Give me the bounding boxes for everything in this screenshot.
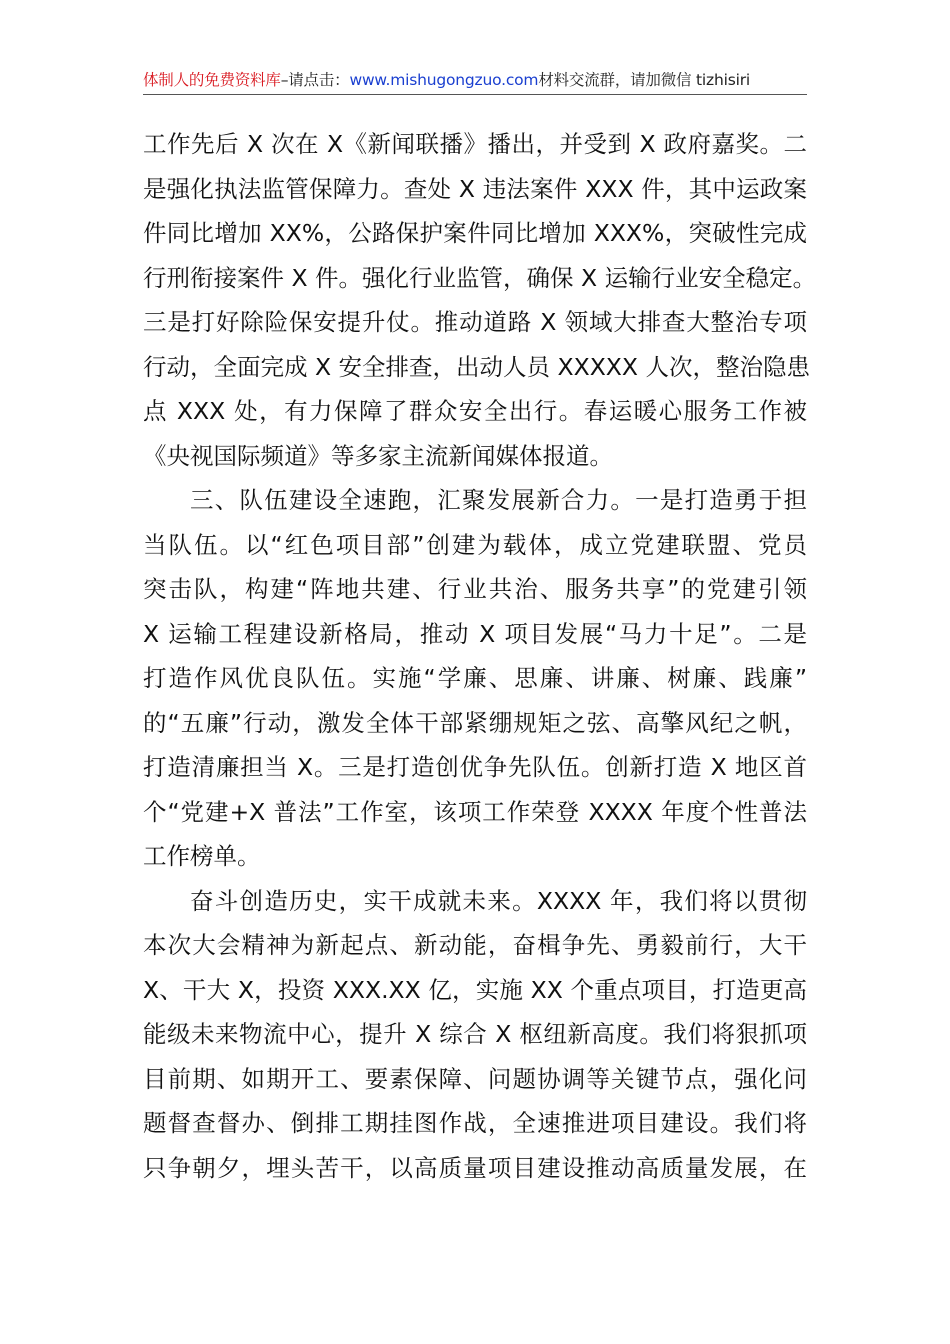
text-line: 的“五廉”行动，激发全体干部紧绷规矩之弦、高擎风纪之帆， <box>143 708 807 737</box>
text-line: 点 XXX 处，有力保障了群众安全出行。春运暖心服务工作被 <box>143 397 807 425</box>
header-link[interactable]: www.mishugongzuo.com <box>349 71 539 89</box>
text-line: 奋斗创造历史，实干成就未来。XXXX 年，我们将以贯彻 <box>190 886 807 915</box>
text-line: 《央视国际频道》等多家主流新闻媒体报道。 <box>143 441 613 470</box>
page-header <box>143 66 807 94</box>
text-line: 当队伍。以“红色项目部”创建为载体，成立党建联盟、党员 <box>143 530 807 559</box>
text-line: 是强化执法监管保障力。查处 X 违法案件 XXX 件，其中运政案 <box>143 174 807 203</box>
text-line: 工作榜单。 <box>143 842 261 870</box>
text-line: 打造清廉担当 X。三是打造创优争先队伍。创新打造 X 地区首 <box>143 753 807 781</box>
text-line: 行动，全面完成 X 安全排查，出动人员 XXXXX 人次，整治隐患 <box>143 352 810 381</box>
text-line: 件同比增加 XX%，公路保护案件同比增加 XXX%，突破性完成 <box>143 219 807 247</box>
text-line: 行刑衔接案件 X 件。强化行业监管，确保 X 运输行业安全稳定。 <box>143 263 817 292</box>
text-line: X、干大 X，投资 XXX.XX 亿，实施 XX 个重点项目，打造更高 <box>143 975 807 1004</box>
header-prefix: –请点击： <box>280 71 350 89</box>
text-line: 能级未来物流中心，提升 X 综合 X 枢纽新高度。我们将狠抓项 <box>143 1020 807 1048</box>
header-suffix: 材料交流群，请加微信 tizhisiri <box>538 71 750 89</box>
document-body <box>143 122 817 1190</box>
text-line: 打造作风优良队伍。实施“学廉、思廉、讲廉、树廉、践廉” <box>143 664 807 692</box>
text-line: 三、队伍建设全速跑，汇聚发展新合力。一是打造勇于担 <box>190 486 807 514</box>
text-line: X 运输工程建设新格局，推动 X 项目发展“马力十足”。二是 <box>143 619 807 648</box>
text-line: 突击队，构建“阵地共建、行业共治、服务共享”的党建引领 <box>143 575 807 603</box>
header-divider <box>143 94 807 95</box>
text-line: 只争朝夕，埋头苦干，以高质量项目建设推动高质量发展，在 <box>143 1153 807 1182</box>
text-line: 工作先后 X 次在 X《新闻联播》播出，并受到 X 政府嘉奖。二 <box>143 130 807 158</box>
header-brand: 体制人的免费资料库 <box>143 71 281 89</box>
text-line: 题督查督办、倒排工期挂图作战，全速推进项目建设。我们将 <box>143 1109 807 1137</box>
text-line: 本次大会精神为新起点、新动能，奋楫争先、勇毅前行，大干 <box>143 931 807 959</box>
text-line: 目前期、如期开工、要素保障、问题协调等关键节点，强化问 <box>143 1064 807 1093</box>
text-line: 三是打好除险保安提升仗。推动道路 X 领域大排查大整治专项 <box>143 308 807 336</box>
text-line: 个“党建+X 普法”工作室，该项工作荣登 XXXX 年度个性普法 <box>143 797 807 826</box>
